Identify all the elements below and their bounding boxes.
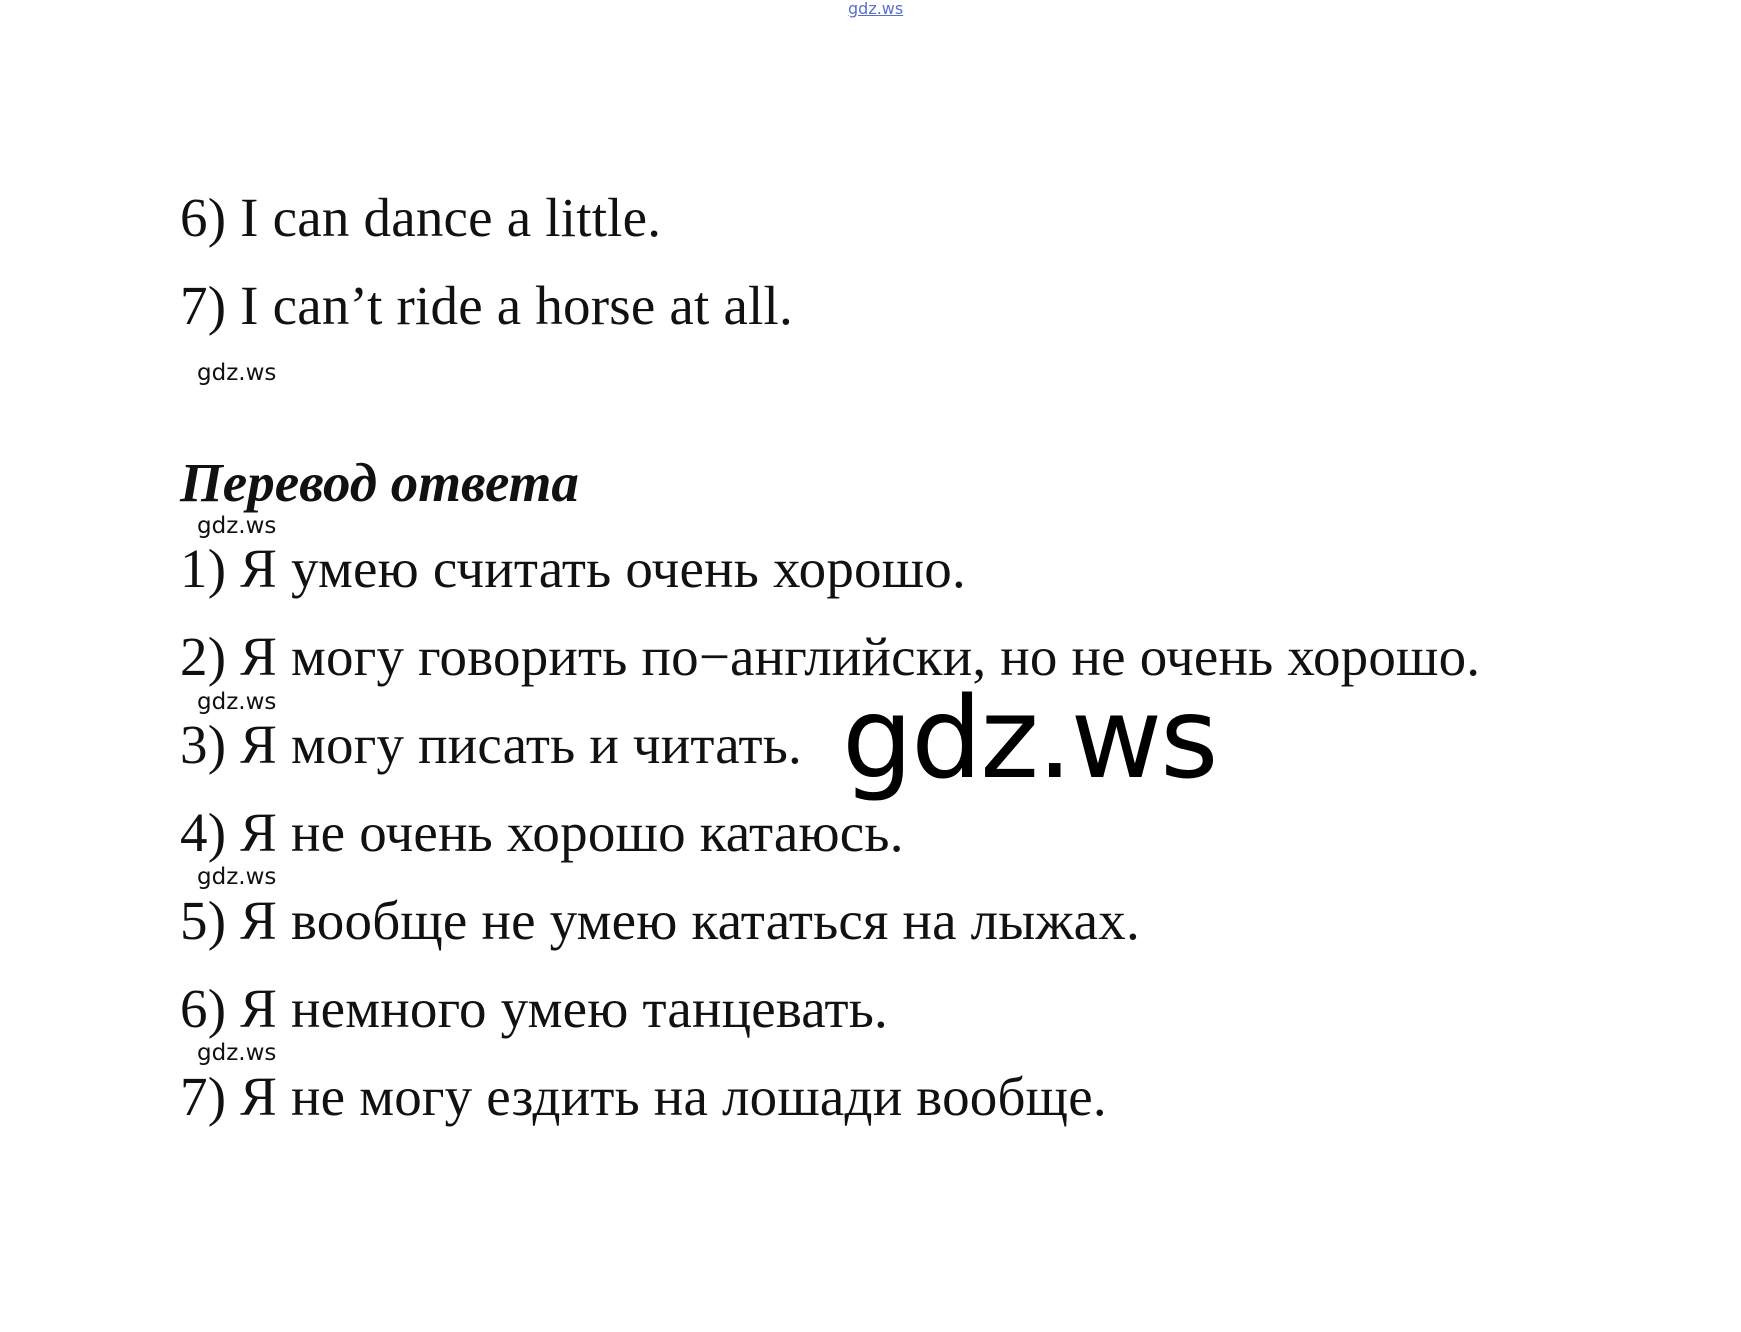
translation-line-5: 5) Я вообще не умею кататься на лыжах. — [180, 890, 1140, 951]
translation-line-2: 2) Я могу говорить по−английски, но не очень хорошо. — [180, 626, 1481, 687]
translation-line-7: 7) Я не могу ездить на лошади вообще. — [180, 1066, 1107, 1127]
watermark-label: gdz.ws — [197, 1040, 277, 1066]
top-watermark-link[interactable]: gdz.ws — [848, 0, 904, 18]
watermark-label: gdz.ws — [197, 689, 277, 715]
translation-line-6: 6) Я немного умею танцевать. — [180, 978, 888, 1039]
large-watermark: gdz.ws — [842, 674, 1217, 804]
watermark-label: gdz.ws — [197, 513, 277, 539]
translation-heading: Перевод ответа — [180, 452, 579, 513]
translation-line-4: 4) Я не очень хорошо катаюсь. — [180, 802, 904, 863]
english-answer-6: 6) I can dance a little. — [180, 187, 662, 248]
english-answer-7: 7) I can’t ride a horse at all. — [180, 275, 793, 336]
translation-line-3: 3) Я могу писать и читать. — [180, 714, 802, 775]
translation-line-1: 1) Я умею считать очень хорошо. — [180, 538, 966, 599]
watermark-label: gdz.ws — [197, 864, 277, 890]
watermark-label: gdz.ws — [197, 360, 277, 386]
